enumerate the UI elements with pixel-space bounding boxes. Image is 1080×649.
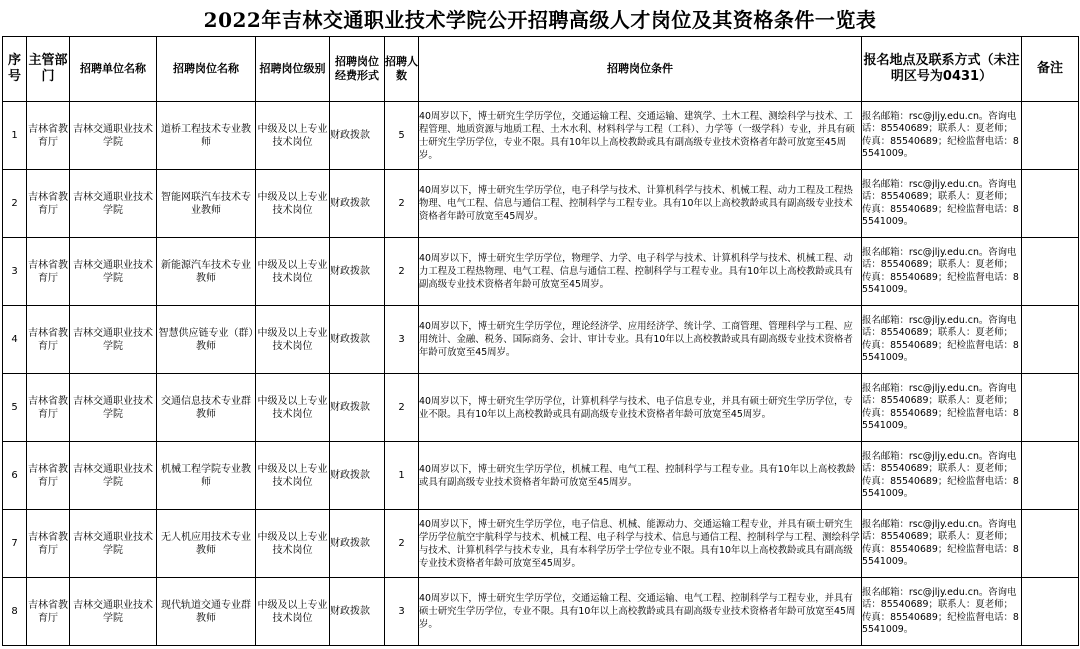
cell-conditions: 40周岁以下，博士研究生学历学位，电子信息、机械、能源动力、交通运输工程专业，并具有硕士研究生学历学位航空宇航科学与技术、机械工程、电子科学与技术、信息与通信工程、控制科学与工程、测绘科学与技术、计算机科学与技术专业，具有本科学历学士学位专业不限。具有10年以上高校教龄或具有副高级专业技术资格者年龄可放宽至45周岁。 (419, 510, 862, 578)
cell-post-name: 智能网联汽车技术专业教师 (157, 170, 256, 238)
cell-unit: 吉林交通职业技术学院 (70, 374, 157, 442)
cell-funding: 财政拨款 (330, 510, 385, 578)
cell-dept: 吉林省教育厅 (27, 102, 70, 170)
cell-conditions: 40周岁以下，博士研究生学历学位，物理学、力学、电子科学与技术、计算机科学与技术、机械工程、动力工程及工程热物理、电气工程、信息与通信工程、控制科学与工程专业。具有10年以上高校教龄或具有副高级专业技术资格者年龄可放宽至45周岁。 (419, 238, 862, 306)
cell-contact: 报名邮箱：rsc@jljy.edu.cn。咨询电话：85540689；联系人：夏老师；传真：85540689；纪检监督电话：85541009。 (862, 374, 1022, 442)
cell-seq: 8 (3, 578, 27, 646)
cell-funding: 财政拨款 (330, 578, 385, 646)
cell-seq: 5 (3, 374, 27, 442)
header-row (3, 37, 1079, 102)
cell-funding: 财政拨款 (330, 306, 385, 374)
cell-unit: 吉林交通职业技术学院 (70, 170, 157, 238)
cell-unit: 吉林交通职业技术学院 (70, 306, 157, 374)
cell-count: 3 (385, 306, 419, 374)
cell-remark (1022, 374, 1079, 442)
cell-post-level: 中级及以上专业技术岗位 (256, 306, 330, 374)
cell-conditions: 40周岁以下，博士研究生学历学位，机械工程、电气工程、控制科学与工程专业。具有10年以上高校教龄或具有副高级专业技术资格者年龄可放宽至45周岁。 (419, 442, 862, 510)
cell-post-name: 交通信息技术专业群教师 (157, 374, 256, 442)
cell-unit: 吉林交通职业技术学院 (70, 238, 157, 306)
cell-remark (1022, 238, 1079, 306)
cell-post-name: 智慧供应链专业（群）教师 (157, 306, 256, 374)
cell-seq: 1 (3, 102, 27, 170)
cell-seq: 2 (3, 170, 27, 238)
cell-contact: 报名邮箱：rsc@jljy.edu.cn。咨询电话：85540689；联系人：夏老师；传真：85540689；纪检监督电话：85541009。 (862, 238, 1022, 306)
cell-remark (1022, 510, 1079, 578)
cell-post-level: 中级及以上专业技术岗位 (256, 238, 330, 306)
table-row (3, 238, 1079, 306)
cell-dept: 吉林省教育厅 (27, 238, 70, 306)
cell-post-level: 中级及以上专业技术岗位 (256, 442, 330, 510)
table-row (3, 442, 1079, 510)
cell-contact: 报名邮箱：rsc@jljy.edu.cn。咨询电话：85540689；联系人：夏老师；传真：85540689；纪检监督电话：85541009。 (862, 442, 1022, 510)
cell-funding: 财政拨款 (330, 170, 385, 238)
cell-contact: 报名邮箱：rsc@jljy.edu.cn。咨询电话：85540689；联系人：夏老师；传真：85540689；纪检监督电话：85541009。 (862, 102, 1022, 170)
cell-contact: 报名邮箱：rsc@jljy.edu.cn。咨询电话：85540689；联系人：夏老师；传真：85540689；纪检监督电话：85541009。 (862, 510, 1022, 578)
cell-remark (1022, 306, 1079, 374)
cell-contact: 报名邮箱：rsc@jljy.edu.cn。咨询电话：85540689；联系人：夏老师；传真：85540689；纪检监督电话：85541009。 (862, 578, 1022, 646)
cell-contact: 报名邮箱：rsc@jljy.edu.cn。咨询电话：85540689；联系人：夏老师；传真：85540689；纪检监督电话：85541009。 (862, 170, 1022, 238)
cell-conditions: 40周岁以下，博士研究生学历学位，交通运输工程、交通运输、电气工程、控制科学与工程专业，并具有硕士研究生学历学位，专业不限。具有10年以上高校教龄或具有副高级专业技术资格者年龄可放宽至45周岁。 (419, 578, 862, 646)
cell-dept: 吉林省教育厅 (27, 442, 70, 510)
cell-post-name: 新能源汽车技术专业教师 (157, 238, 256, 306)
table-row (3, 578, 1079, 646)
cell-conditions: 40周岁以下，博士研究生学历学位，理论经济学、应用经济学、统计学、工商管理、管理科学与工程、应用统计、金融、税务、国际商务、会计、审计专业。具有10年以上高校教龄或具有副高级专业技术资格者年龄可放宽至45周岁。 (419, 306, 862, 374)
cell-count: 5 (385, 102, 419, 170)
header-conditions: 招聘岗位条件 (419, 37, 862, 102)
cell-seq: 7 (3, 510, 27, 578)
header-seq: 序号 (3, 37, 27, 102)
header-post-name: 招聘岗位名称 (157, 37, 256, 102)
cell-post-level: 中级及以上专业技术岗位 (256, 578, 330, 646)
cell-unit: 吉林交通职业技术学院 (70, 102, 157, 170)
cell-post-level: 中级及以上专业技术岗位 (256, 510, 330, 578)
cell-conditions: 40周岁以下，博士研究生学历学位，计算机科学与技术、电子信息专业，并具有硕士研究生学历学位，专业不限。具有10年以上高校教龄或具有副高级专业技术资格者年龄可放宽至45周岁。 (419, 374, 862, 442)
cell-remark (1022, 170, 1079, 238)
cell-seq: 4 (3, 306, 27, 374)
cell-count: 1 (385, 442, 419, 510)
cell-seq: 6 (3, 442, 27, 510)
cell-conditions: 40周岁以下，博士研究生学历学位，交通运输工程、交通运输、建筑学、土木工程、测绘科学与技术、工程管理、地质资源与地质工程、土木水利、材料科学与工程（工科）、力学等（一级学科）专业，并具有硕士研究生学历学位，专业不限。具有10年以上高校教龄或具有副高级专业技术资格者年龄可放宽至45周岁。 (419, 102, 862, 170)
cell-dept: 吉林省教育厅 (27, 374, 70, 442)
header-remark: 备注 (1022, 37, 1079, 102)
cell-dept: 吉林省教育厅 (27, 578, 70, 646)
cell-count: 2 (385, 170, 419, 238)
table-row (3, 374, 1079, 442)
header-dept: 主管部门 (27, 37, 70, 102)
cell-post-level: 中级及以上专业技术岗位 (256, 170, 330, 238)
header-funding: 招聘岗位经费形式 (330, 37, 385, 102)
cell-remark (1022, 578, 1079, 646)
cell-unit: 吉林交通职业技术学院 (70, 442, 157, 510)
cell-seq: 3 (3, 238, 27, 306)
cell-remark (1022, 102, 1079, 170)
header-post-level: 招聘岗位级别 (256, 37, 330, 102)
cell-dept: 吉林省教育厅 (27, 170, 70, 238)
header-contact: 报名地点及联系方式（未注明区号为0431） (862, 37, 1022, 102)
cell-unit: 吉林交通职业技术学院 (70, 510, 157, 578)
cell-dept: 吉林省教育厅 (27, 510, 70, 578)
cell-count: 2 (385, 374, 419, 442)
cell-post-level: 中级及以上专业技术岗位 (256, 374, 330, 442)
cell-post-name: 无人机应用技术专业教师 (157, 510, 256, 578)
cell-count: 2 (385, 510, 419, 578)
table-row (3, 102, 1079, 170)
cell-funding: 财政拨款 (330, 374, 385, 442)
cell-funding: 财政拨款 (330, 102, 385, 170)
cell-funding: 财政拨款 (330, 238, 385, 306)
recruitment-table (2, 36, 1079, 646)
cell-contact: 报名邮箱：rsc@jljy.edu.cn。咨询电话：85540689；联系人：夏老师；传真：85540689；纪检监督电话：85541009。 (862, 306, 1022, 374)
cell-funding: 财政拨款 (330, 442, 385, 510)
cell-remark (1022, 442, 1079, 510)
cell-count: 3 (385, 578, 419, 646)
cell-post-level: 中级及以上专业技术岗位 (256, 102, 330, 170)
header-count: 招聘人数 (385, 37, 419, 102)
header-unit: 招聘单位名称 (70, 37, 157, 102)
cell-dept: 吉林省教育厅 (27, 306, 70, 374)
table-row (3, 306, 1079, 374)
cell-conditions: 40周岁以下，博士研究生学历学位，电子科学与技术、计算机科学与技术、机械工程、动力工程及工程热物理、电气工程、信息与通信工程、控制科学与工程专业。具有10年以上高校教龄或具有副高级专业技术资格者年龄可放宽至45周岁。 (419, 170, 862, 238)
cell-post-name: 现代轨道交通专业群教师 (157, 578, 256, 646)
cell-post-name: 道桥工程技术专业教师 (157, 102, 256, 170)
cell-count: 2 (385, 238, 419, 306)
page-title: 2022年吉林交通职业技术学院公开招聘高级人才岗位及其资格条件一览表 (203, 7, 877, 32)
table-row (3, 510, 1079, 578)
table-row (3, 170, 1079, 238)
cell-post-name: 机械工程学院专业教师 (157, 442, 256, 510)
cell-unit: 吉林交通职业技术学院 (70, 578, 157, 646)
